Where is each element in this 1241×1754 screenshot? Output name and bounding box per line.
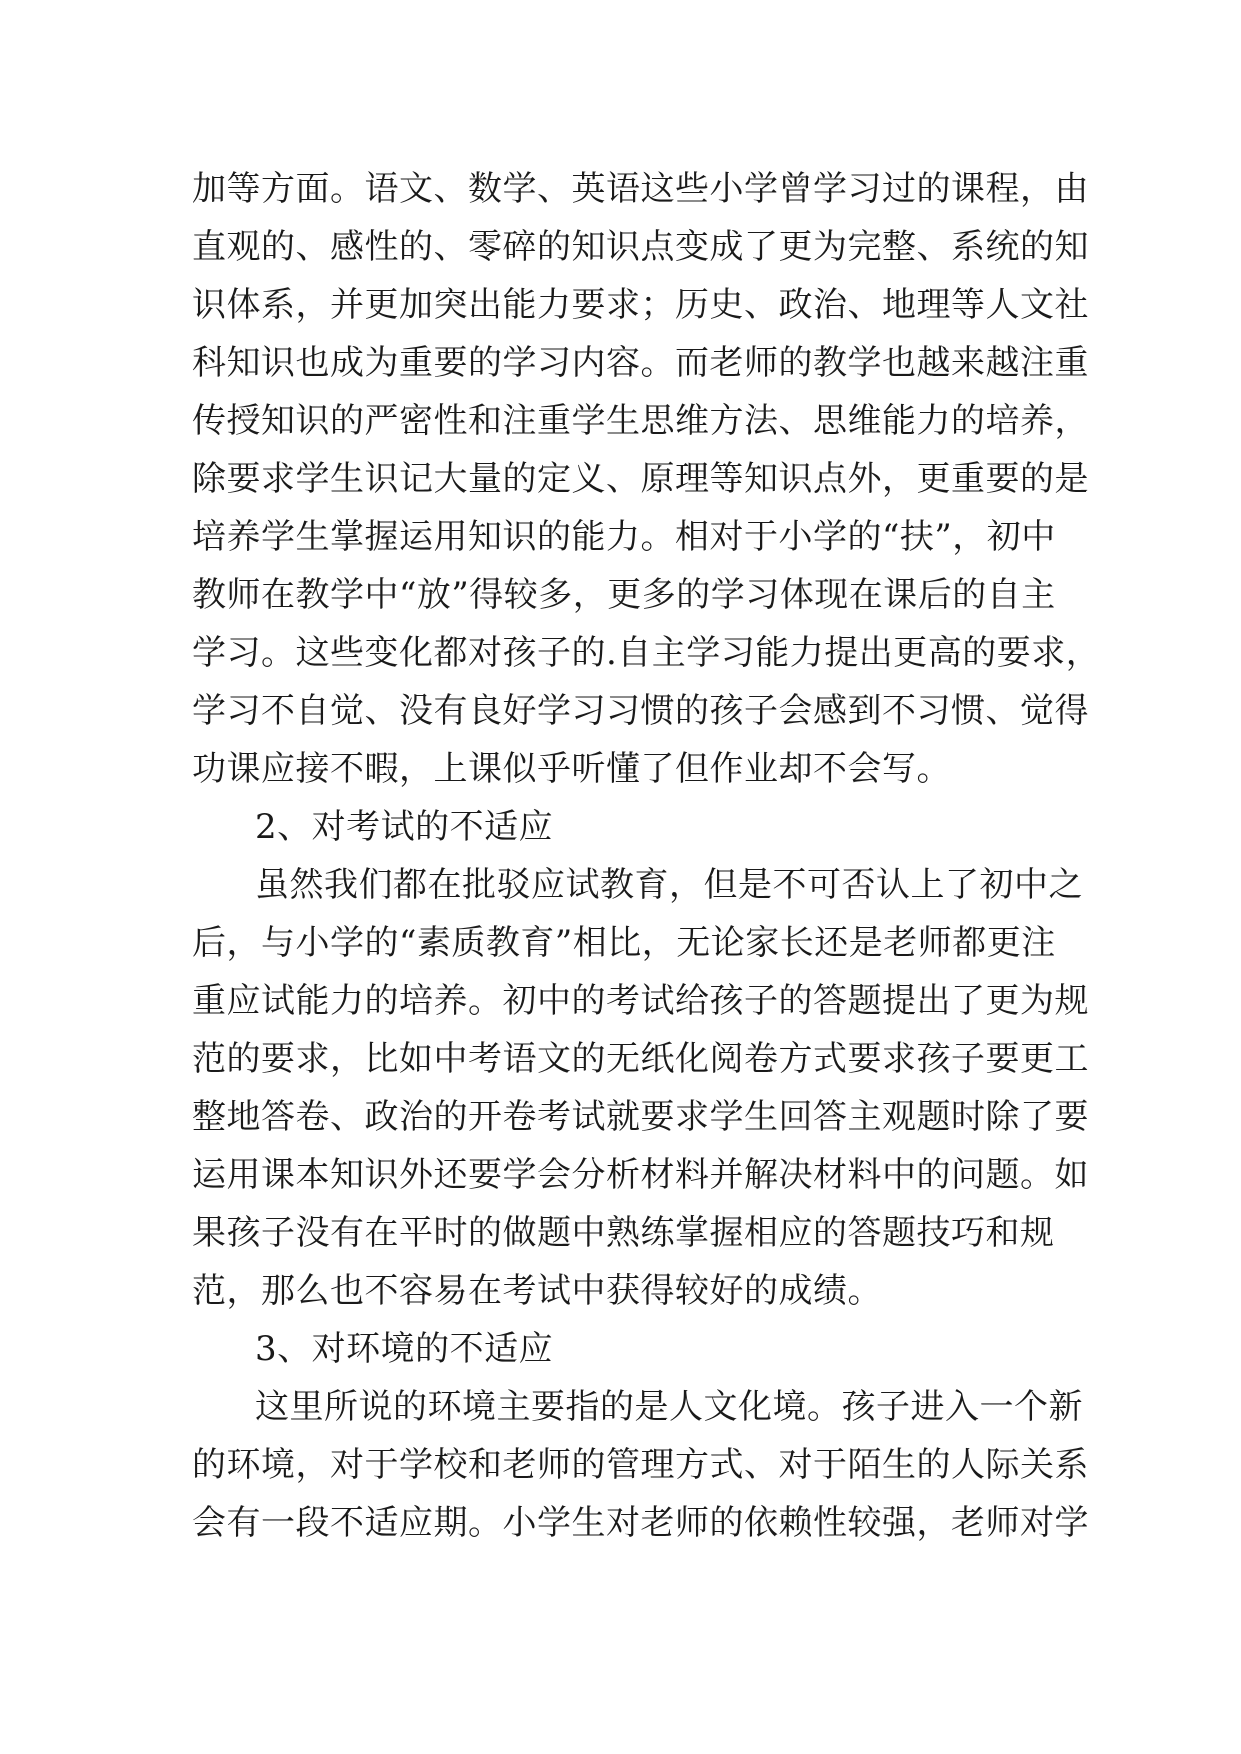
section-heading: 3、对环境的不适应 [255,1329,554,1369]
paragraph-first-line: 虽然我们都在批驳应试教育，但是不可否认上了初中之 [255,865,1083,905]
text-line: 培养学生掌握运用知识的能力。相对于小学的“扶”，初中 [192,517,1056,557]
text-line: 范，那么也不容易在考试中获得较好的成绩。 [192,1271,882,1311]
document-body [192,160,1101,1552]
text-line: 功课应接不暇，上课似乎听懂了但作业却不会写。 [192,749,951,789]
text-line: 识体系，并更加突出能力要求；历史、政治、地理等人文社 [192,285,1089,325]
paragraph-first-line: 这里所说的环境主要指的是人文化境。孩子进入一个新 [255,1387,1083,1427]
text-line: 直观的、感性的、零碎的知识点变成了更为完整、系统的知 [192,227,1089,267]
text-line: 加等方面。语文、数学、英语这些小学曾学习过的课程，由 [192,169,1089,209]
text-line: 的环境，对于学校和老师的管理方式、对于陌生的人际关系 [192,1445,1089,1485]
text-line: 传授知识的严密性和注重学生思维方法、思维能力的培养， [192,401,1089,441]
text-line: 重应试能力的培养。初中的考试给孩子的答题提出了更为规 [192,981,1089,1021]
text-line: 整地答卷、政治的开卷考试就要求学生回答主观题时除了要 [192,1097,1089,1137]
text-line: 学习。这些变化都对孩子的.自主学习能力提出更高的要求， [192,633,1101,673]
text-line: 会有一段不适应期。小学生对老师的依赖性较强，老师对学 [192,1503,1089,1543]
text-line: 除要求学生识记大量的定义、原理等知识点外，更重要的是 [192,459,1089,499]
text-line: 教师在教学中“放”得较多，更多的学习体现在课后的自主 [192,575,1056,615]
text-line: 科知识也成为重要的学习内容。而老师的教学也越来越注重 [192,343,1089,383]
text-line: 学习不自觉、没有良好学习习惯的孩子会感到不习惯、觉得 [192,691,1089,731]
text-line: 后，与小学的“素质教育”相比，无论家长还是老师都更注 [192,923,1056,963]
text-line: 范的要求，比如中考语文的无纸化阅卷方式要求孩子要更工 [192,1039,1089,1079]
text-line: 运用课本知识外还要学会分析材料并解决材料中的问题。如 [192,1155,1089,1195]
section-heading: 2、对考试的不适应 [255,807,554,847]
text-line: 果孩子没有在平时的做题中熟练掌握相应的答题技巧和规 [192,1213,1055,1253]
